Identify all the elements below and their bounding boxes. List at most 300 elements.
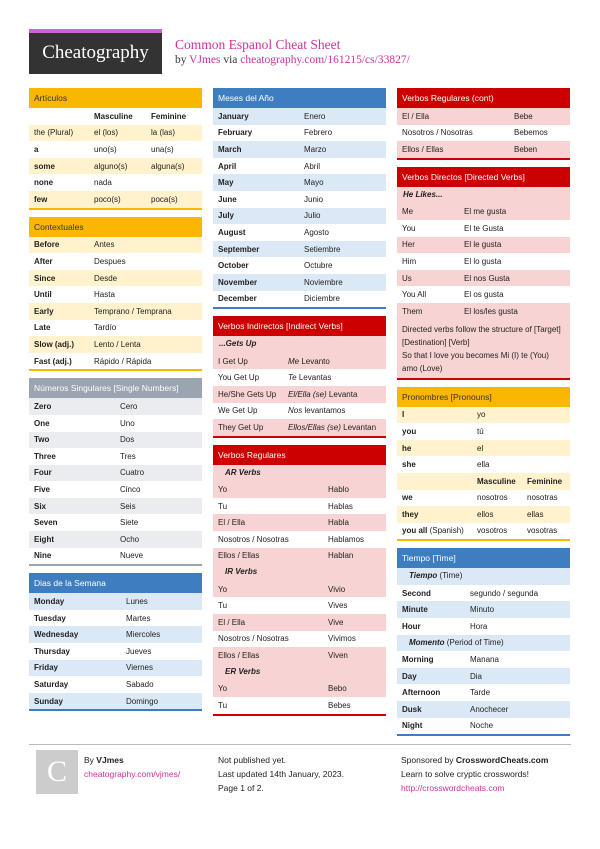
cell: Martes	[126, 613, 151, 623]
page-number: Page 1 of 2.	[218, 783, 264, 793]
cell: vosotras	[527, 526, 558, 536]
table-row	[29, 481, 202, 498]
table-row	[397, 701, 570, 718]
regulares-section	[213, 445, 386, 716]
cell: Slow (adj.)	[34, 339, 74, 349]
cell: After	[34, 256, 53, 266]
cell: Despues	[94, 256, 126, 266]
cell: Before	[34, 240, 60, 250]
cell: You Get Up	[218, 373, 260, 383]
sponsor-tagline: Learn to solve cryptic crosswords!	[401, 769, 530, 779]
table-row	[213, 386, 386, 403]
table-row	[397, 203, 570, 220]
cell: One	[34, 418, 50, 428]
cell: El lo gusta	[464, 256, 502, 266]
cell: December	[218, 294, 257, 304]
section-header: Contextuales	[29, 217, 202, 237]
table-row	[29, 593, 202, 610]
table-row	[213, 419, 386, 436]
indirectos-section	[213, 316, 386, 438]
cell: September	[218, 244, 260, 254]
section-header: Verbos Indirectos [Indirect Verbs]	[213, 316, 386, 336]
cell: you	[402, 426, 417, 436]
subheader: He Likes...	[397, 187, 570, 204]
table-row	[397, 237, 570, 254]
table-row	[29, 610, 202, 627]
cell: Lunes	[126, 597, 148, 607]
table-row	[397, 601, 570, 618]
table-row	[397, 506, 570, 523]
table-row	[29, 303, 202, 320]
cell: the (Plural)	[34, 128, 74, 138]
meses-section	[213, 88, 386, 309]
cell: Her	[402, 240, 415, 250]
section-header: Meses del Año	[213, 88, 386, 108]
table-row	[397, 585, 570, 602]
cell: Zero	[34, 402, 52, 412]
cell: Bebes	[328, 700, 351, 710]
cell	[288, 356, 330, 367]
table-row	[397, 440, 570, 457]
byline-by: by	[175, 54, 187, 66]
cell: Tres	[120, 451, 136, 461]
verb: Levanta	[328, 389, 358, 399]
cell: Tu	[218, 601, 228, 611]
cell: Bebe	[514, 111, 533, 121]
cell: Tardío	[94, 323, 117, 333]
table-row	[397, 270, 570, 287]
subheader: ER Verbs	[213, 664, 386, 681]
cell: Manana	[470, 655, 499, 665]
cell: El me gusta	[464, 207, 507, 217]
cell: Viven	[328, 651, 348, 661]
table-row	[29, 660, 202, 677]
table-row	[397, 523, 570, 540]
cell: April	[218, 161, 237, 171]
table-row	[213, 531, 386, 548]
table-row	[213, 369, 386, 386]
cell: El / Ella	[218, 617, 246, 627]
cell: Marzo	[304, 144, 327, 154]
cell: Vivio	[328, 584, 346, 594]
table-row	[29, 498, 202, 515]
cell: Wednesday	[34, 630, 79, 640]
table-row	[397, 718, 570, 735]
cell: Saturday	[34, 680, 69, 690]
cell: He/She Gets Up	[218, 389, 277, 399]
table-row	[213, 241, 386, 258]
cell: Yo	[218, 485, 228, 495]
table-row	[29, 125, 202, 142]
table-row	[397, 253, 570, 270]
qualifier: (Spanish)	[429, 526, 464, 536]
table-row	[29, 336, 202, 353]
table-row	[29, 353, 202, 370]
cell: I	[402, 410, 405, 420]
verb: Levantan	[343, 422, 377, 432]
cell: Afternoon	[402, 688, 441, 698]
cell: she	[402, 460, 416, 470]
cell: October	[218, 261, 249, 271]
table-row	[213, 514, 386, 531]
cell: Three	[34, 451, 56, 461]
contextuales-section	[29, 217, 202, 372]
cell: Tu	[218, 501, 228, 511]
cell: Tarde	[470, 688, 491, 698]
directos-section	[397, 167, 570, 380]
table-row	[29, 676, 202, 693]
cell: Second	[402, 588, 431, 598]
cell: Noche	[470, 721, 494, 731]
cell: Julio	[304, 211, 321, 221]
cell: Early	[34, 306, 54, 316]
sponsored-by: Sponsored by	[401, 755, 454, 765]
section-header: Verbos Regulares (cont)	[397, 88, 570, 108]
cell: Ellos / Ellas	[218, 651, 260, 661]
cell: March	[218, 144, 242, 154]
cell: none	[34, 178, 54, 188]
table-row	[29, 626, 202, 643]
table-row	[213, 274, 386, 291]
table-header-row	[29, 108, 202, 125]
cell: Monday	[34, 597, 65, 607]
section-header: Artículos	[29, 88, 202, 108]
table-row	[213, 224, 386, 241]
cell	[288, 405, 345, 416]
cell: Beben	[514, 144, 538, 154]
table-row	[397, 286, 570, 303]
cell: Hablo	[328, 485, 349, 495]
table-row	[397, 490, 570, 507]
cell: Feminine	[151, 111, 187, 121]
cell: la (las)	[151, 128, 176, 138]
pronoun: El/Ella (se)	[288, 389, 327, 399]
cell: Dos	[120, 435, 135, 445]
table-row	[29, 514, 202, 531]
table-row	[213, 257, 386, 274]
cell: Hablas	[328, 501, 353, 511]
column-3	[397, 88, 570, 743]
footer-by: By	[84, 755, 94, 765]
cell: Since	[34, 273, 56, 283]
sheet-url-link[interactable]: cheatography.com/161215/cs/33827/	[240, 54, 410, 66]
cell: uno(s)	[94, 144, 117, 154]
section-header: Tiempo [Time]	[397, 548, 570, 568]
sponsor-url-link[interactable]: http://crosswordcheats.com	[401, 783, 505, 793]
cell: segundo / segunda	[470, 588, 539, 598]
cell: Vive	[328, 617, 344, 627]
cell: Five	[34, 485, 51, 495]
tiempo-section	[397, 548, 570, 736]
table-row	[213, 125, 386, 142]
table-row	[29, 253, 202, 270]
table-row	[397, 303, 570, 320]
cell: Vives	[328, 601, 348, 611]
cell: alguna(s)	[151, 161, 185, 171]
cell: Me	[402, 207, 414, 217]
cell: Mayo	[304, 178, 324, 188]
cell: el (los)	[94, 128, 119, 138]
table-row	[397, 651, 570, 668]
column-2	[213, 88, 386, 723]
cell: February	[218, 128, 253, 138]
footer-status	[218, 753, 344, 795]
cell: Seis	[120, 501, 136, 511]
cell: Nosotros / Nosotras	[218, 634, 289, 644]
cell: ellos	[477, 509, 494, 519]
table-row	[213, 158, 386, 175]
cell: Hour	[402, 621, 421, 631]
cell: Vivimos	[328, 634, 356, 644]
cell: El los/les gusta	[464, 306, 518, 316]
cell: Thursday	[34, 646, 71, 656]
table-row	[213, 208, 386, 225]
cell: June	[218, 194, 237, 204]
cell: Octubre	[304, 261, 333, 271]
cell: Him	[402, 256, 417, 266]
cell: Us	[402, 273, 412, 283]
cell: Masculine	[94, 111, 133, 121]
cell: nosotros	[477, 493, 508, 503]
not-published: Not published yet.	[218, 755, 287, 765]
note-line: So that I love you becomes Mi (I) te (You) amo (Love)	[402, 350, 549, 373]
pronoun: Me	[288, 356, 300, 366]
cell: they	[402, 509, 419, 519]
footer	[29, 744, 571, 793]
sub-note: (Period of Time)	[446, 637, 504, 647]
table-row	[29, 531, 202, 548]
verb: Levanto	[301, 356, 330, 366]
cell: Uno	[120, 418, 135, 428]
cell: El os gusta	[464, 290, 504, 300]
table-row	[213, 581, 386, 598]
column-1	[29, 88, 202, 718]
sub-label: Tiempo	[409, 571, 438, 581]
cell: he	[402, 443, 412, 453]
cell: Bebemos	[514, 128, 548, 138]
cell: Eight	[34, 534, 54, 544]
table-row	[29, 643, 202, 660]
cell: We Get Up	[218, 406, 258, 416]
table-row	[213, 291, 386, 308]
cell: Late	[34, 323, 51, 333]
section-header: Números Singulares [Single Numbers]	[29, 378, 202, 398]
table-row	[397, 220, 570, 237]
pronoun: Nos	[288, 406, 303, 416]
cell: ella	[477, 460, 490, 470]
cell: Diciembre	[304, 294, 341, 304]
cell: Nosotros / Nosotras	[402, 128, 473, 138]
cell: poco(s)	[94, 194, 121, 204]
cell: Bebo	[328, 684, 347, 694]
table-row	[397, 618, 570, 635]
cell: They Get Up	[218, 422, 264, 432]
cell: Temprano / Temprana	[94, 306, 172, 316]
table-row	[213, 697, 386, 714]
pronoun: you all	[402, 526, 428, 536]
table-row	[213, 191, 386, 208]
numeros-section	[29, 378, 202, 566]
subheader	[397, 635, 570, 652]
cell: El / Ella	[402, 111, 430, 121]
cell: You	[402, 223, 416, 233]
cell: el	[477, 443, 484, 453]
table-row	[29, 548, 202, 565]
cell: Viernes	[126, 663, 153, 673]
table-row	[397, 108, 570, 125]
table-row	[397, 684, 570, 701]
cell: August	[218, 227, 246, 237]
table-row	[213, 498, 386, 515]
cell: January	[218, 111, 249, 121]
cheatography-logo[interactable]: Cheatography	[29, 29, 162, 74]
table-row	[29, 174, 202, 191]
cell: poca(s)	[151, 194, 178, 204]
table-row	[29, 141, 202, 158]
table-row	[397, 423, 570, 440]
cell: Antes	[94, 240, 115, 250]
cell: Agosto	[304, 227, 329, 237]
cell: Enero	[304, 111, 326, 121]
subheader	[397, 568, 570, 585]
cell: El nos Gusta	[464, 273, 510, 283]
table-row	[29, 158, 202, 175]
sub-label: Momento	[409, 637, 445, 647]
table-row	[213, 647, 386, 664]
cell	[288, 372, 331, 383]
sub-note: (Time)	[439, 571, 463, 581]
cell: Jueves	[126, 646, 152, 656]
cell: Sunday	[34, 696, 63, 706]
table-row	[397, 668, 570, 685]
cell: El te Gusta	[464, 223, 504, 233]
footer-author-name[interactable]: VJmes	[96, 755, 124, 765]
cell: Ocho	[120, 534, 140, 544]
cell: Fast (adj.)	[34, 356, 72, 366]
cell: Masculine	[477, 476, 516, 486]
table-row	[29, 432, 202, 449]
cell: we	[402, 493, 413, 503]
cell: Abril	[304, 161, 321, 171]
cell: nada	[94, 178, 112, 188]
subheader: IR Verbs	[213, 564, 386, 581]
cell: Hablan	[328, 551, 354, 561]
cell: Until	[34, 290, 52, 300]
cell	[288, 389, 357, 400]
cell: Them	[402, 306, 423, 316]
cell: Habla	[328, 518, 349, 528]
cell: Miercoles	[126, 630, 161, 640]
verb: Levantas	[298, 373, 332, 383]
table-header-row	[397, 473, 570, 490]
cell: November	[218, 277, 258, 287]
cell: Hasta	[94, 290, 115, 300]
cell: Cinco	[120, 485, 141, 495]
footer-sponsor	[401, 753, 548, 795]
pronombres-section	[397, 387, 570, 542]
table-row	[29, 465, 202, 482]
table-row	[213, 614, 386, 631]
cell: vosotros	[477, 526, 508, 536]
cell: El / Ella	[218, 518, 246, 528]
author-link[interactable]: VJmes	[189, 54, 221, 66]
table-row	[397, 141, 570, 158]
cell: Hablamos	[328, 534, 365, 544]
cell: Ellos / Ellas	[218, 551, 260, 561]
cell: una(s)	[151, 144, 174, 154]
cell: Tuesday	[34, 613, 66, 623]
table-row	[213, 108, 386, 125]
cell: I Get Up	[218, 356, 248, 366]
dias-section	[29, 573, 202, 711]
sponsor-name[interactable]: CrosswordCheats.com	[455, 755, 549, 765]
cell: Rápido / Rápida	[94, 356, 152, 366]
cell: Yo	[218, 584, 228, 594]
pronoun: Te	[288, 373, 297, 383]
table-row	[29, 237, 202, 254]
section-header: Dias de la Semana	[29, 573, 202, 593]
cell: Day	[402, 671, 417, 681]
author-url-link[interactable]: cheatography.com/vjmes/	[84, 769, 181, 779]
cell: Minute	[402, 605, 428, 615]
table-row	[213, 680, 386, 697]
articulos-section	[29, 88, 202, 210]
cell: Dia	[470, 671, 483, 681]
cell: alguno(s)	[94, 161, 128, 171]
table-row	[397, 407, 570, 424]
cell: Night	[402, 721, 423, 731]
cell: Junio	[304, 194, 324, 204]
cell: Noviembre	[304, 277, 343, 287]
cell: Desde	[94, 273, 118, 283]
cell: some	[34, 161, 55, 171]
directos-note	[397, 320, 570, 378]
table-row	[29, 398, 202, 415]
table-row	[213, 353, 386, 370]
pronoun: Ellos/Ellas (se)	[288, 422, 341, 432]
cell: Ellos / Ellas	[402, 144, 444, 154]
byline-via: via	[223, 54, 238, 66]
section-header: Verbos Regulares	[213, 445, 386, 465]
cell: a	[34, 144, 39, 154]
table-row	[213, 174, 386, 191]
last-updated: Last updated 14th January, 2023.	[218, 769, 345, 779]
table-row	[213, 141, 386, 158]
cell: yo	[477, 410, 486, 420]
table-row	[29, 448, 202, 465]
cell: Domingo	[126, 696, 159, 706]
cell: Nine	[34, 551, 52, 561]
table-row	[213, 481, 386, 498]
table-row	[213, 597, 386, 614]
cell: ellas	[527, 509, 544, 519]
page-title: Common Espanol Cheat Sheet	[175, 37, 341, 52]
cell: Siete	[120, 518, 139, 528]
cell: Two	[34, 435, 50, 445]
cell: Dusk	[402, 704, 422, 714]
cell: Lento / Lenta	[94, 339, 141, 349]
cell: Febrero	[304, 128, 333, 138]
cell: May	[218, 178, 234, 188]
cell: Cero	[120, 402, 138, 412]
cell: Nosotros / Nosotras	[218, 534, 289, 544]
cell: Minuto	[470, 605, 495, 615]
regulares-cont-section	[397, 88, 570, 160]
author-avatar-icon: C	[36, 750, 78, 794]
cell: Nueve	[120, 551, 144, 561]
cell: Friday	[34, 663, 59, 673]
table-row	[29, 270, 202, 287]
